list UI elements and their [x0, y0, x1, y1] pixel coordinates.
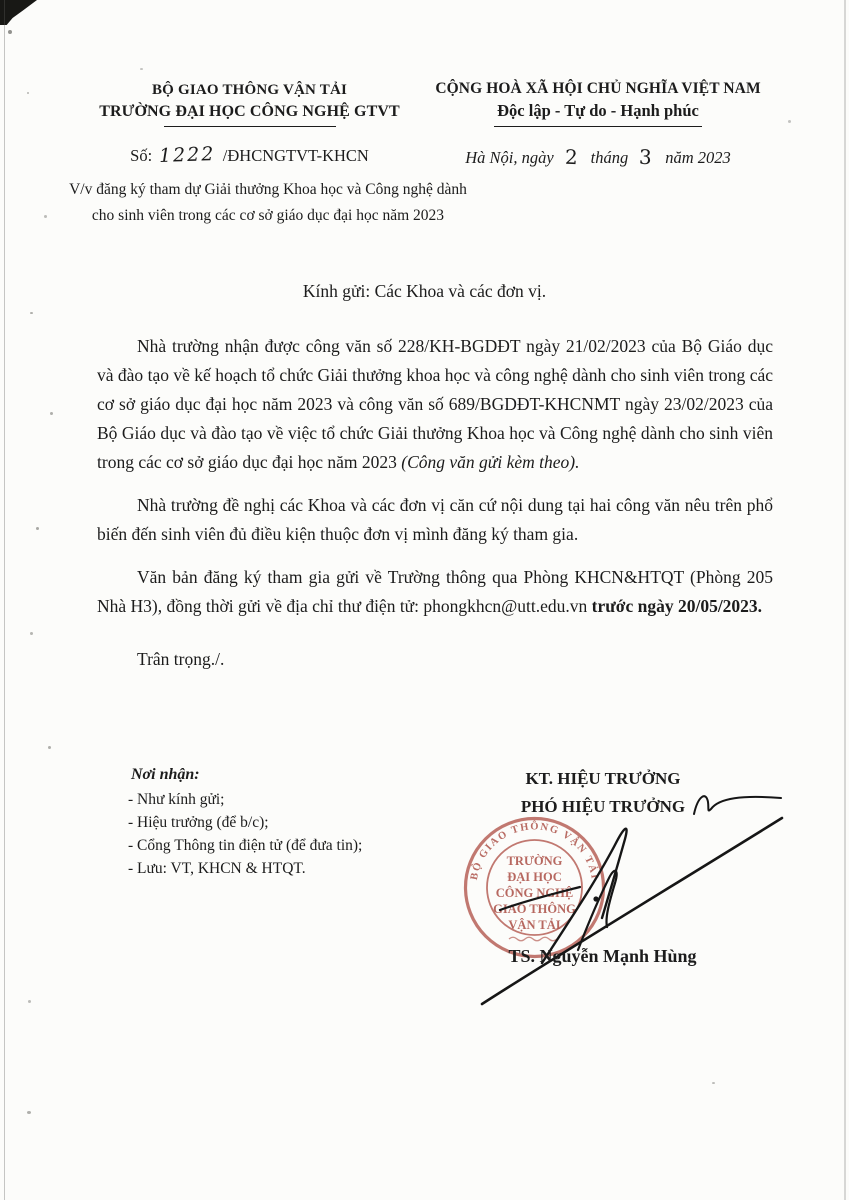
recipient-item: - Lưu: VT, KHCN & HTQT.: [128, 860, 306, 877]
place-date-line: [428, 144, 768, 168]
document-body: [97, 332, 773, 688]
scan-speck: [50, 412, 53, 415]
university-name: TRƯỜNG ĐẠI HỌC CÔNG NGHỆ GTVT: [99, 103, 400, 120]
scan-speck: [30, 312, 33, 314]
stamp-center-line: TRƯỜNG: [506, 854, 563, 868]
scan-speck: [788, 120, 791, 123]
recipient-item: - Như kính gửi;: [128, 791, 225, 808]
paragraph-1: [97, 332, 773, 477]
issuing-org-block: [82, 80, 417, 127]
scan-speck: [27, 92, 29, 94]
scan-speck: [712, 1082, 715, 1084]
stamp-center-line: CÔNG NGHỆ: [495, 886, 574, 900]
ministry-name: BỘ GIAO THÔNG VẬN TẢI: [151, 82, 348, 98]
scan-speck: [44, 215, 47, 218]
stamp-center-line: ĐẠI HỌC: [507, 870, 562, 884]
recipients-block: [128, 766, 431, 880]
number-label: Số:: [130, 146, 153, 165]
date-prefix: Hà Nội, ngày: [465, 148, 554, 167]
closing-line: Trân trọng./.: [137, 649, 225, 669]
scan-speck: [140, 68, 143, 70]
document-number-line: [82, 144, 417, 166]
scan-speck: [30, 632, 33, 635]
scan-edge-right: [844, 0, 846, 1200]
scan-artifact-corner: [0, 0, 37, 25]
flourish-stroke: [694, 796, 781, 814]
scan-speck: [8, 30, 12, 34]
org-underline: [164, 126, 336, 127]
paragraph-3: [97, 563, 773, 621]
signer-authority-line: KT. HIỆU TRƯỞNG: [525, 769, 681, 788]
scan-edge-left: [4, 0, 5, 1200]
stamp-center-line: VẬN TẢI: [508, 918, 561, 932]
signer-role-line: PHÓ HIỆU TRƯỞNG: [520, 797, 686, 816]
paragraph-2: Nhà trường đề nghị các Khoa và các đơn vị căn cứ nội dung tại hai công văn nêu trên phổ biến đến sinh viên đủ điều kiện thuộc đơn vị mình đăng ký tham gia.: [97, 495, 773, 544]
paragraph-1-italic-note: (Công văn gửi kèm theo).: [401, 452, 580, 472]
stamp-center-line: GIAO THÔNG: [493, 902, 576, 916]
handwritten-day: 2: [564, 144, 580, 170]
handwritten-month: 3: [638, 144, 655, 170]
pen-flourish: [688, 786, 788, 822]
motto-underline: [494, 126, 702, 127]
handwritten-number: 1222: [158, 143, 217, 167]
national-motto-block: [418, 78, 778, 127]
country-title: CỘNG HOÀ XÃ HỘI CHỦ NGHĨA VIỆT NAM: [435, 80, 761, 97]
number-suffix: /ĐHCNGTVT-KHCN: [222, 146, 369, 165]
signer-name: TS. Nguyễn Mạnh Hùng: [508, 946, 697, 966]
signature-inner-stroke: [578, 871, 617, 950]
scan-speck: [28, 1000, 31, 1003]
signature-loop-stroke: [542, 829, 627, 963]
date-suffix: năm 2023: [665, 148, 731, 167]
scan-speck: [48, 746, 51, 749]
document-subject: V/v đăng ký tham dự Giải thưởng Khoa học và Công nghệ dành cho sinh viên trong các cơ sở giáo dục đại học năm 2023: [69, 181, 467, 224]
motto-line: Độc lập - Tự do - Hạnh phúc: [497, 101, 699, 120]
paragraph-1-text: Nhà trường nhận được công văn số 228/KH-BGDĐT ngày 21/02/2023 của Bộ Giáo dục và đào tạo về kế hoạch tổ chức Giải thưởng khoa học và công nghệ dành cho sinh viên trong các cơ sở giáo dục đại học năm 2023 và công văn số 689/BGDĐT-KHCNMT ngày 23/02/2023 của Bộ Giáo dục và đào tạo về việc tổ chức Giải thưởng Khoa học và Công nghệ dành cho sinh viên trong các cơ sở giáo dục đại học năm 2023: [97, 336, 773, 472]
recipient-item: - Hiệu trưởng (để b/c);: [128, 814, 269, 831]
paragraph-3-text: Văn bản đăng ký tham gia gửi về Trường thông qua Phòng KHCN&HTQT (Phòng 205 Nhà H3), đồng thời gửi về địa chỉ thư điện tử: phongkhcn@utt.edu.vn: [97, 567, 773, 616]
signature-ink-dot: [593, 896, 598, 901]
recipient-item: - Cổng Thông tin điện tử (để đưa tin);: [128, 837, 363, 854]
salutation-line: Kính gửi: Các Khoa và các đơn vị.: [302, 281, 547, 301]
scan-speck: [27, 1111, 31, 1114]
signature-long-stroke: [482, 818, 782, 1004]
signature-tail-stroke: [500, 887, 580, 910]
deadline-bold-text: trước ngày 20/05/2023.: [591, 596, 763, 616]
recipients-title: Nơi nhận:: [131, 766, 200, 783]
stamp-ring-text: BỘ GIAO THÔNG VẬN TẢI: [468, 821, 601, 881]
date-middle: tháng: [590, 148, 629, 167]
scan-speck: [36, 527, 39, 530]
